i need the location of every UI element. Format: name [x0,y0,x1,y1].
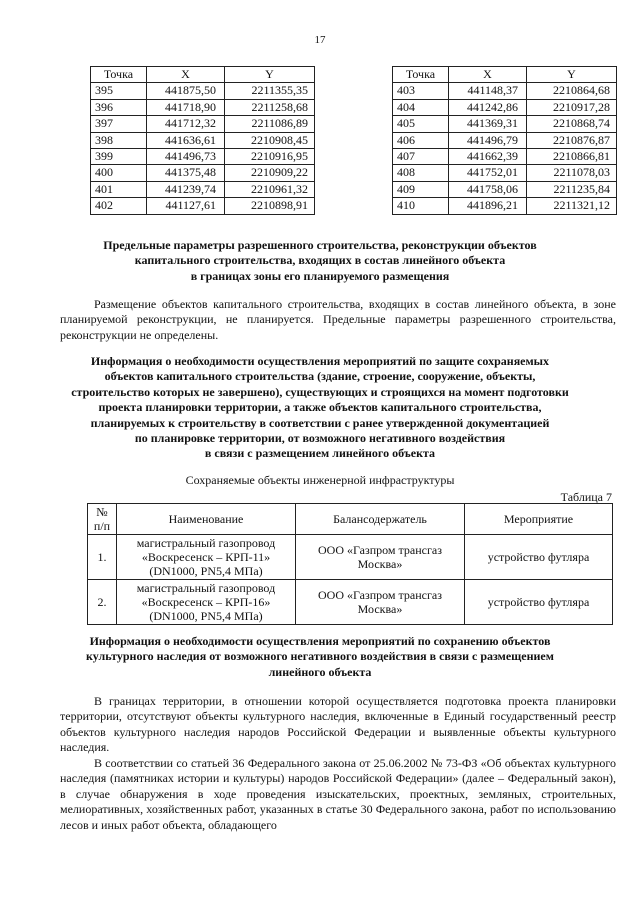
column-header-y: Y [225,67,315,83]
y-coordinate: 2210917,28 [527,99,617,115]
table-caption: Сохраняемые объекты инженерной инфраструктуры [185,473,455,487]
point-number: 407 [393,149,449,165]
object-name-line: магистральный газопровод [136,581,276,595]
x-coordinate: 441369,31 [449,116,527,132]
coordinate-row [91,116,315,132]
coordinate-row [91,198,315,214]
column-header-x: X [449,67,527,83]
y-coordinate: 2210909,22 [225,165,315,181]
x-coordinate: 441496,73 [147,149,225,165]
balance-holder [296,535,465,580]
object-name-line: «Воскресенск – КРП-16» [141,595,271,609]
coordinates-table-left [90,66,315,215]
point-number: 406 [393,132,449,148]
heading-line: в связи с размещением линейного объекта [204,446,436,461]
paragraph-cultural-heritage-absence: В границах территории, в отношении которой осуществляется подготовка проекта планировки территории, отсутствуют объекты культурного наследия, включенные в Единый государственный реестр объектов культурного наследия народов Российской Федерации и выявленные объекты культурного наследия. [60,694,616,755]
point-number: 400 [91,165,147,181]
y-coordinate: 2211086,89 [225,116,315,132]
object-name-line: магистральный газопровод [136,536,276,550]
balance-holder-line: ООО «Газпром трансгаз [318,543,442,557]
balance-holder-line: Москва» [357,557,403,571]
object-name-line: (DN1000, PN5,4 МПа) [149,609,263,623]
x-coordinate: 441636,61 [147,132,225,148]
coordinate-row [393,165,617,181]
point-number: 397 [91,116,147,132]
y-coordinate: 2210876,87 [527,132,617,148]
x-coordinate: 441896,21 [449,198,527,214]
paragraph-building-parameters: Размещение объектов капитального строительства, входящих в состав линейного объекта, в зоне планируемой реконструкции, не планируется. Предельные параметры разрешенного строительства, реконструкции не определены. [60,297,616,342]
coordinate-row [393,83,617,99]
coordinate-row [393,116,617,132]
y-coordinate: 2210898,91 [225,198,315,214]
coordinate-row [91,83,315,99]
object-name [117,580,296,625]
coordinates-table-right [392,66,617,215]
column-header-point: Точка [91,67,147,83]
y-coordinate: 2210868,74 [527,116,617,132]
x-coordinate: 441752,01 [449,165,527,181]
x-coordinate: 441148,37 [449,83,527,99]
y-coordinate: 2210916,95 [225,149,315,165]
section-heading-protection-measures [60,354,580,462]
x-coordinate: 441712,32 [147,116,225,132]
balance-holder-line: Москва» [357,602,403,616]
coordinate-row [91,132,315,148]
point-number: 395 [91,83,147,99]
column-header-x: X [147,67,225,83]
column-header-point: Точка [393,67,449,83]
heading-line: строительство которых не завершено), существующих и строящихся на момент подготовки [71,384,569,399]
column-header-holder: Балансодержатель [296,504,465,535]
x-coordinate: 441718,90 [147,99,225,115]
object-name-line: (DN1000, PN5,4 МПа) [149,564,263,578]
y-coordinate: 2211078,03 [527,165,617,181]
object-name [117,535,296,580]
column-header-y: Y [527,67,617,83]
heading-line: Информация о необходимости осуществления мероприятий по защите сохраняемых [90,354,550,368]
balance-holder-line: ООО «Газпром трансгаз [318,588,442,602]
coordinate-row [393,198,617,214]
section-heading-cultural-heritage [60,634,580,680]
paragraph-federal-law: В соответствии со статьей 36 Федерального закона от 25.06.2002 № 73-ФЗ «Об объектах культурного наследия (памятниках истории и культуры) народов Российской Федерации» (далее – Федеральный закон), в случае обнаружения в ходе проведения изыскательских, проектных, земляных, строительных, мелиоративных, хозяйственных работ, указанных в статье 30 Федерального закона, работ по использованию лесов и иных работ объекта, обладающего [60,756,616,832]
y-coordinate: 2211235,84 [527,181,617,197]
point-number: 405 [393,116,449,132]
table-row [88,580,613,625]
y-coordinate: 2210866,81 [527,149,617,165]
section-heading-building-parameters [60,238,580,284]
x-coordinate: 441875,50 [147,83,225,99]
point-number: 398 [91,132,147,148]
row-number: 2. [88,580,117,625]
x-coordinate: 441758,06 [449,181,527,197]
y-coordinate: 2211355,35 [225,83,315,99]
heading-line: линейного объекта [268,664,372,679]
y-coordinate: 2211321,12 [527,198,617,214]
y-coordinate: 2210908,45 [225,132,315,148]
x-coordinate: 441662,39 [449,149,527,165]
heading-line: по планировке территории, от возможного негативного воздействия [134,431,506,446]
heading-line: объектов капитального строительства (здание, строение, сооружение, объекты, [104,369,536,384]
y-coordinate: 2211258,68 [225,99,315,115]
point-number: 408 [393,165,449,181]
object-name-line: «Воскресенск – КРП-11» [141,550,271,564]
coordinate-row [393,99,617,115]
page-number: 17 [314,34,326,46]
point-number: 409 [393,181,449,197]
heading-line: в границах зоны его планируемого размещения [190,268,450,283]
point-number: 399 [91,149,147,165]
point-number: 396 [91,99,147,115]
heading-line: культурного наследия от возможного негативного воздействия в связи с размещением [86,649,554,664]
column-header-number: № п/п [88,504,117,535]
y-coordinate: 2210864,68 [527,83,617,99]
infrastructure-table [87,503,613,625]
column-header-name: Наименование [117,504,296,535]
x-coordinate: 441127,61 [147,198,225,214]
balance-holder [296,580,465,625]
y-coordinate: 2210961,32 [225,181,315,197]
row-number: 1. [88,535,117,580]
point-number: 404 [393,99,449,115]
heading-line: Информация о необходимости осуществления мероприятий по сохранению объектов [89,634,551,648]
x-coordinate: 441239,74 [147,181,225,197]
coordinate-row [393,181,617,197]
x-coordinate: 441375,48 [147,165,225,181]
column-header-measure: Мероприятие [465,504,613,535]
coordinate-row [393,132,617,148]
table-row [88,535,613,580]
heading-line: проекта планировки территории, а также объектов капитального строительства, [98,400,542,415]
coordinate-row [91,181,315,197]
point-number: 403 [393,83,449,99]
point-number: 402 [91,198,147,214]
heading-line: планируемых к строительству в соответствии с ранее утвержденной документацией [90,415,550,430]
heading-line: капитального строительства, входящих в состав линейного объекта [134,253,506,268]
table-number-label: Таблица 7 [560,490,612,504]
measure: устройство футляра [465,535,613,580]
point-number: 410 [393,198,449,214]
coordinate-row [91,149,315,165]
x-coordinate: 441496,79 [449,132,527,148]
point-number: 401 [91,181,147,197]
coordinate-row [393,149,617,165]
x-coordinate: 441242,86 [449,99,527,115]
coordinate-row [91,165,315,181]
measure: устройство футляра [465,580,613,625]
heading-line: Предельные параметры разрешенного строительства, реконструкции объектов [103,238,537,252]
coordinate-row [91,99,315,115]
